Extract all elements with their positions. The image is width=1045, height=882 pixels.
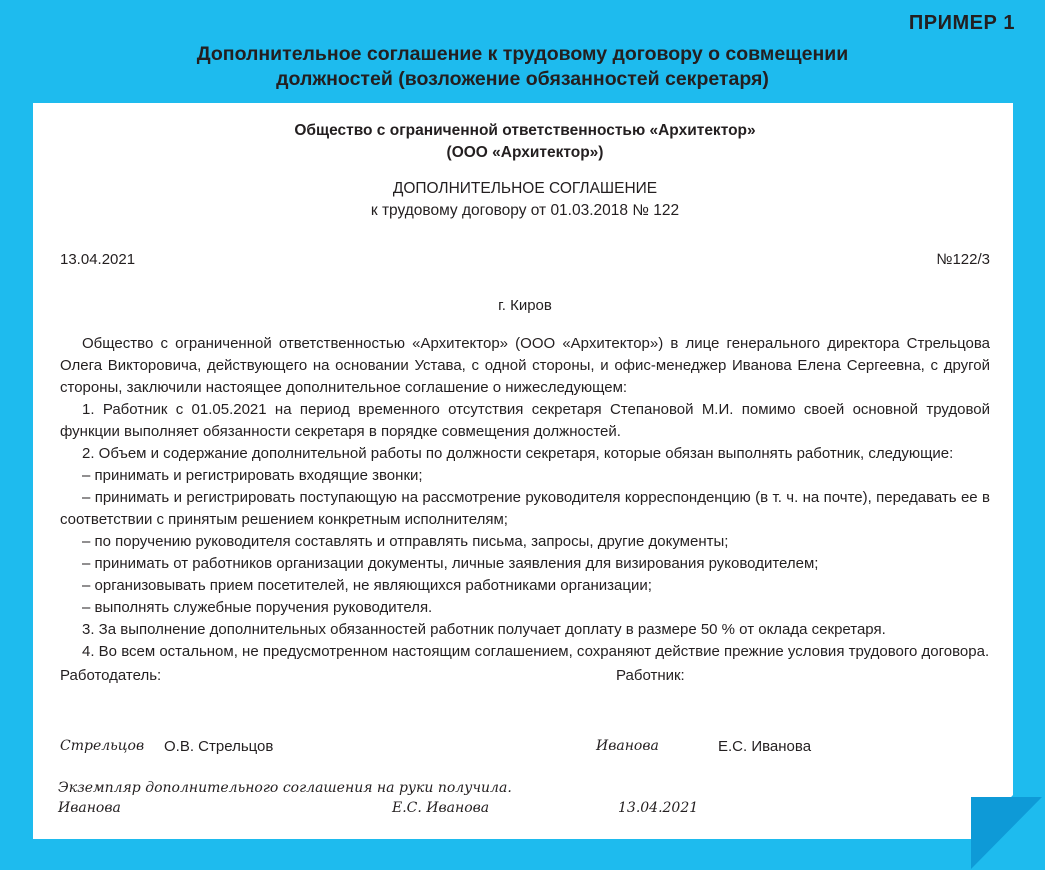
document-number: №122/3 <box>936 251 990 268</box>
example-label: ПРИМЕР 1 <box>908 12 1015 34</box>
employer-name: О.В. Стрельцов <box>164 738 274 755</box>
receipt-note: Экземпляр дополнительного соглашения на руки получила. <box>58 780 512 796</box>
document-date: 13.04.2021 <box>60 251 136 268</box>
example-title-line-2: должностей (возложение обязанностей секретаря) <box>276 68 769 90</box>
receipt-date: 13.04.2021 <box>618 800 699 816</box>
receipt-row <box>58 800 758 822</box>
duty-item: – по поручению руководителя составлять и отправлять письма, запросы, другие документы; <box>82 533 729 550</box>
paragraph-clause-1: 1. Работник с 01.05.2021 на период временного отсутствия секретаря Степановой М.И. помимо своей основной трудовой функции выполняет обязанности секретаря в порядке совмещения должностей. <box>60 401 990 440</box>
receipt-name: Е.С. Иванова <box>392 800 490 816</box>
document-content <box>60 120 990 687</box>
employer-label: Работодатель: <box>60 667 162 684</box>
agreement-body <box>60 333 990 663</box>
signature-labels <box>60 665 990 687</box>
receipt-signature: Иванова <box>58 800 121 816</box>
duty-item: – принимать и регистрировать входящие звонки; <box>82 467 423 484</box>
document-city: г. Киров <box>498 297 552 314</box>
organization-name <box>60 120 990 164</box>
paragraph-preamble: Общество с ограниченной ответственностью «Архитектор» (ООО «Архитектор») в лице генерального директора Стрельцова Олега Викторовича, действующего на основании Устава, с одной стороны, и офис-менеджер Иванова Елена Сергеевна, с другой стороны, заключили настоящее дополнительное соглашение о нижеследующем: <box>60 335 990 396</box>
duty-item: – принимать и регистрировать поступающую на рассмотрение руководителя корреспонденцию (в т. ч. на почте), передавать ее в соответствии с принятым решением конкретным исполнителям; <box>60 489 990 528</box>
signature-row <box>60 738 990 760</box>
duty-item: – выполнять служебные поручения руководителя. <box>82 599 433 616</box>
duty-item: – принимать от работников организации документы, личные заявления для визирования руководителем; <box>82 555 819 572</box>
employee-label: Работник: <box>616 667 685 684</box>
employee-signature: Иванова <box>596 738 659 754</box>
organization-name-line-2: (ООО «Архитектор») <box>446 144 604 161</box>
date-number-row <box>60 249 990 271</box>
document-title <box>60 178 990 222</box>
example-title <box>100 42 945 92</box>
paragraph-clause-2: 2. Объем и содержание дополнительной работы по должности секретаря, которые обязан выполнять работник, следующие: <box>82 445 954 462</box>
example-title-line-1: Дополнительное соглашение к трудовому договору о совмещении <box>196 43 849 65</box>
paragraph-clause-4: 4. Во всем остальном, не предусмотренном настоящим соглашением, сохраняют действие прежние условия трудового договора. <box>82 643 990 660</box>
organization-name-line-1: Общество с ограниченной ответственностью «Архитектор» <box>294 122 756 139</box>
document-title-line-2: к трудовому договору от 01.03.2018 № 122 <box>370 202 680 219</box>
document-title-line-1: ДОПОЛНИТЕЛЬНОЕ СОГЛАШЕНИЕ <box>392 180 658 197</box>
duty-item: – организовывать прием посетителей, не являющихся работниками организации; <box>82 577 652 594</box>
paragraph-clause-3: 3. За выполнение дополнительных обязанностей работник получает доплату в размере 50 % от оклада секретаря. <box>82 621 886 638</box>
employer-signature: Стрельцов <box>60 738 145 754</box>
employee-name: Е.С. Иванова <box>718 738 812 755</box>
